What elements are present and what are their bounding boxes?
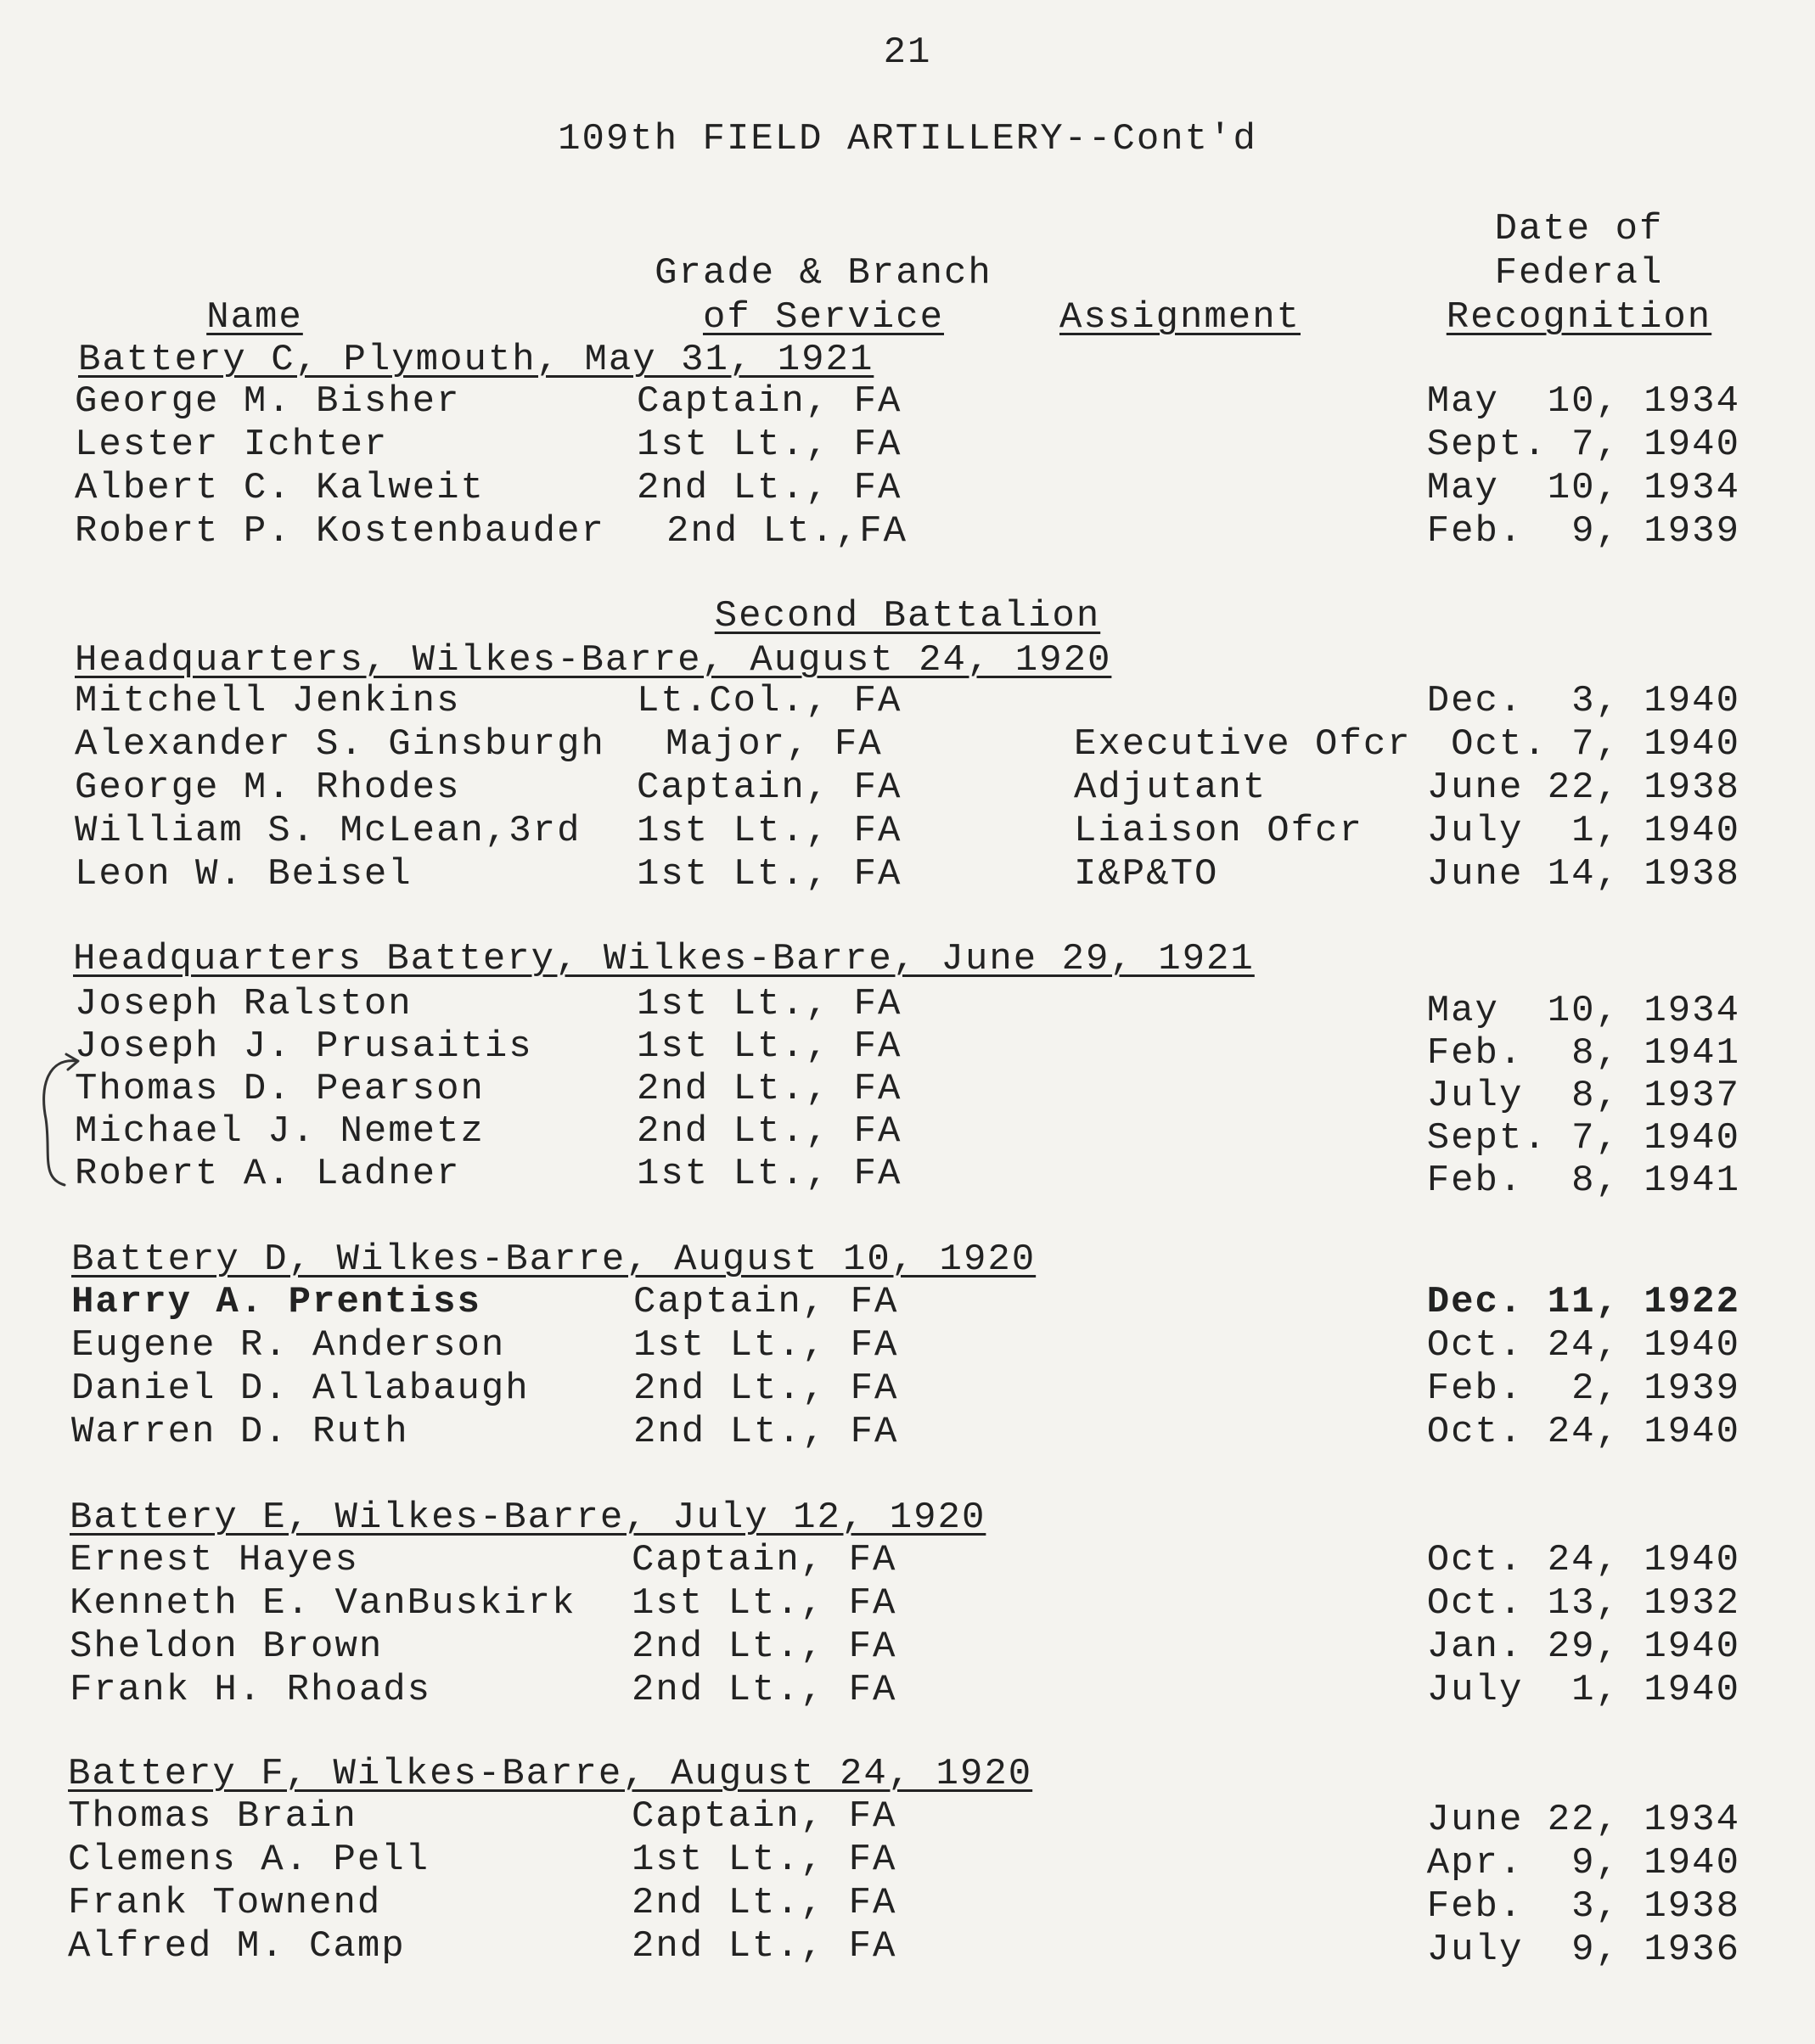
officer-grade: 2nd Lt., FA — [637, 1068, 902, 1110]
table-row — [0, 1794, 1815, 1839]
officer-grade: 1st Lt., FA — [637, 810, 902, 852]
officer-name: Clemens A. Pell — [68, 1839, 430, 1881]
officer-assignment: Adjutant — [1074, 766, 1267, 809]
recognition-date: Feb. 8, 1941 — [1426, 1160, 1740, 1202]
battalion-heading: Second Battalion — [714, 595, 1101, 637]
officer-grade: 2nd Lt., FA — [632, 1626, 897, 1668]
recognition-date: June 14, 1938 — [1426, 853, 1740, 896]
header-grade-line1: Grade & Branch — [655, 252, 992, 295]
table-row — [0, 423, 1815, 467]
table-row — [0, 509, 1815, 553]
officer-grade: 1st Lt., FA — [633, 1324, 899, 1367]
officer-name: Leon W. Beisel — [75, 853, 413, 896]
recognition-date: July 8, 1937 — [1426, 1075, 1740, 1117]
section-heading: Headquarters, Wilkes-Barre, August 24, 1920 — [75, 639, 1112, 682]
section-heading: Battery C, Plymouth, May 31, 1921 — [78, 339, 874, 381]
officer-grade: 1st Lt., FA — [637, 424, 902, 466]
officer-grade: Captain, FA — [633, 1281, 899, 1323]
recognition-date: Feb. 2, 1939 — [1426, 1367, 1740, 1410]
table-row — [0, 1152, 1815, 1202]
table-row — [0, 1323, 1815, 1367]
table-row — [0, 1668, 1815, 1712]
officer-assignment: I&P&TO — [1074, 853, 1219, 896]
recognition-date: July 9, 1936 — [1426, 1929, 1740, 1971]
table-row — [0, 1067, 1815, 1117]
recognition-date: Feb. 3, 1938 — [1426, 1885, 1740, 1928]
recognition-date: Jan. 29, 1940 — [1426, 1626, 1740, 1668]
officer-grade: 1st Lt., FA — [632, 1582, 897, 1625]
table-row — [0, 1025, 1815, 1075]
officer-grade: Major, FA — [666, 723, 883, 766]
page-title: 109th FIELD ARTILLERY--Cont'd — [558, 118, 1257, 160]
section-heading: Battery D, Wilkes-Barre, August 10, 1920 — [71, 1238, 1037, 1281]
officer-name: Alfred M. Camp — [68, 1925, 406, 1968]
officer-grade: 2nd Lt., FA — [633, 1411, 899, 1453]
officer-name: Ernest Hayes — [70, 1539, 359, 1581]
officer-name: George M. Rhodes — [75, 766, 461, 809]
officer-grade: 2nd Lt., FA — [633, 1367, 899, 1410]
table-row — [0, 1410, 1815, 1454]
officer-assignment: Liaison Ofcr — [1074, 810, 1363, 852]
officer-name: Mitchell Jenkins — [75, 680, 461, 722]
table-row — [0, 679, 1815, 723]
officer-name: Joseph Ralston — [75, 983, 413, 1025]
officer-name: Daniel D. Allabaugh — [71, 1367, 530, 1410]
recognition-date: May 10, 1934 — [1426, 380, 1740, 423]
recognition-date: Dec. 11, 1922 — [1426, 1281, 1740, 1323]
officer-name: Robert A. Ladner — [75, 1153, 461, 1195]
officer-name: Thomas Brain — [68, 1795, 357, 1838]
recognition-date: Sept. 7, 1940 — [1426, 424, 1740, 466]
page-number: 21 — [883, 31, 932, 74]
officer-name: George M. Bisher — [75, 380, 461, 423]
officer-name: Kenneth E. VanBuskirk — [70, 1582, 576, 1625]
recognition-date: June 22, 1934 — [1426, 1799, 1740, 1841]
officer-grade: Captain, FA — [637, 766, 902, 809]
section-heading: Battery F, Wilkes-Barre, August 24, 1920 — [68, 1753, 1033, 1795]
officer-name: Lester Ichter — [75, 424, 389, 466]
recognition-date: May 10, 1934 — [1426, 467, 1740, 509]
recognition-date: Feb. 8, 1941 — [1426, 1032, 1740, 1075]
officer-name: Harry A. Prentiss — [71, 1281, 481, 1323]
recognition-date: Oct. 7, 1940 — [1451, 723, 1740, 766]
table-row — [0, 466, 1815, 510]
officer-grade: 2nd Lt., FA — [637, 1110, 902, 1153]
section-heading: Battery E, Wilkes-Barre, July 12, 1920 — [70, 1496, 986, 1539]
officer-grade: 1st Lt., FA — [637, 1025, 902, 1068]
table-row — [0, 1625, 1815, 1669]
handwritten-bracket-arrow-icon — [34, 1051, 85, 1195]
recognition-date: Oct. 13, 1932 — [1426, 1582, 1740, 1625]
table-row — [0, 1280, 1815, 1324]
officer-grade: 2nd Lt., FA — [632, 1669, 897, 1711]
officer-name: William S. McLean,3rd — [75, 810, 582, 852]
recognition-date: Apr. 9, 1940 — [1426, 1842, 1740, 1884]
header-grade-line2: of Service — [702, 296, 945, 339]
officer-name: Thomas D. Pearson — [75, 1068, 485, 1110]
recognition-date: Feb. 9, 1939 — [1426, 510, 1740, 553]
officer-name: Joseph J. Prusaitis — [75, 1025, 533, 1068]
recognition-date: Oct. 24, 1940 — [1426, 1324, 1740, 1367]
table-row — [0, 1838, 1815, 1882]
officer-grade: 1st Lt., FA — [632, 1839, 897, 1881]
table-row — [0, 852, 1815, 896]
table-row — [0, 379, 1815, 424]
table-row — [0, 766, 1815, 810]
recognition-date: Oct. 24, 1940 — [1426, 1411, 1740, 1453]
recognition-date: Dec. 3, 1940 — [1426, 680, 1740, 722]
recognition-date: July 1, 1940 — [1426, 1669, 1740, 1711]
officer-grade: Lt.Col., FA — [637, 680, 902, 722]
officer-name: Frank Townend — [68, 1882, 382, 1924]
section-heading: Headquarters Battery, Wilkes-Barre, June 29, 1921 — [73, 938, 1255, 980]
table-row — [0, 722, 1815, 766]
officer-name: Alexander S. Ginsburgh — [75, 723, 605, 766]
officer-name: Robert P. Kostenbauder — [75, 510, 605, 553]
officer-grade: 2nd Lt., FA — [632, 1882, 897, 1924]
header-date-line1: Date of — [1494, 208, 1664, 250]
header-date-line3: Recognition — [1446, 296, 1712, 339]
officer-grade: Captain, FA — [632, 1795, 897, 1838]
table-row — [0, 1924, 1815, 1971]
recognition-date: Oct. 24, 1940 — [1426, 1539, 1740, 1581]
table-row — [0, 1881, 1815, 1928]
officer-name: Warren D. Ruth — [71, 1411, 409, 1453]
officer-grade: 1st Lt., FA — [637, 983, 902, 1025]
officer-name: Sheldon Brown — [70, 1626, 384, 1668]
recognition-date: Sept. 7, 1940 — [1426, 1117, 1740, 1160]
table-row — [0, 982, 1815, 1032]
header-name: Name — [206, 296, 303, 339]
recognition-date: June 22, 1938 — [1426, 766, 1740, 809]
table-row — [0, 1109, 1815, 1160]
header-assignment: Assignment — [1059, 296, 1301, 339]
recognition-date: May 10, 1934 — [1426, 990, 1740, 1032]
table-row — [0, 1538, 1815, 1582]
officer-name: Eugene R. Anderson — [71, 1324, 506, 1367]
officer-grade: Captain, FA — [637, 380, 902, 423]
header-date-line2: Federal — [1494, 252, 1664, 295]
table-row — [0, 1367, 1815, 1411]
officer-grade: 1st Lt., FA — [637, 1153, 902, 1195]
officer-assignment: Executive Ofcr — [1074, 723, 1412, 766]
table-row — [0, 1581, 1815, 1626]
officer-grade: 2nd Lt.,FA — [666, 510, 908, 553]
officer-name: Albert C. Kalweit — [75, 467, 485, 509]
officer-name: Frank H. Rhoads — [70, 1669, 432, 1711]
table-row — [0, 809, 1815, 853]
officer-grade: 2nd Lt., FA — [637, 467, 902, 509]
recognition-date: July 1, 1940 — [1426, 810, 1740, 852]
officer-grade: 1st Lt., FA — [637, 853, 902, 896]
officer-grade: Captain, FA — [632, 1539, 897, 1581]
officer-grade: 2nd Lt., FA — [632, 1925, 897, 1968]
officer-name: Michael J. Nemetz — [75, 1110, 485, 1153]
